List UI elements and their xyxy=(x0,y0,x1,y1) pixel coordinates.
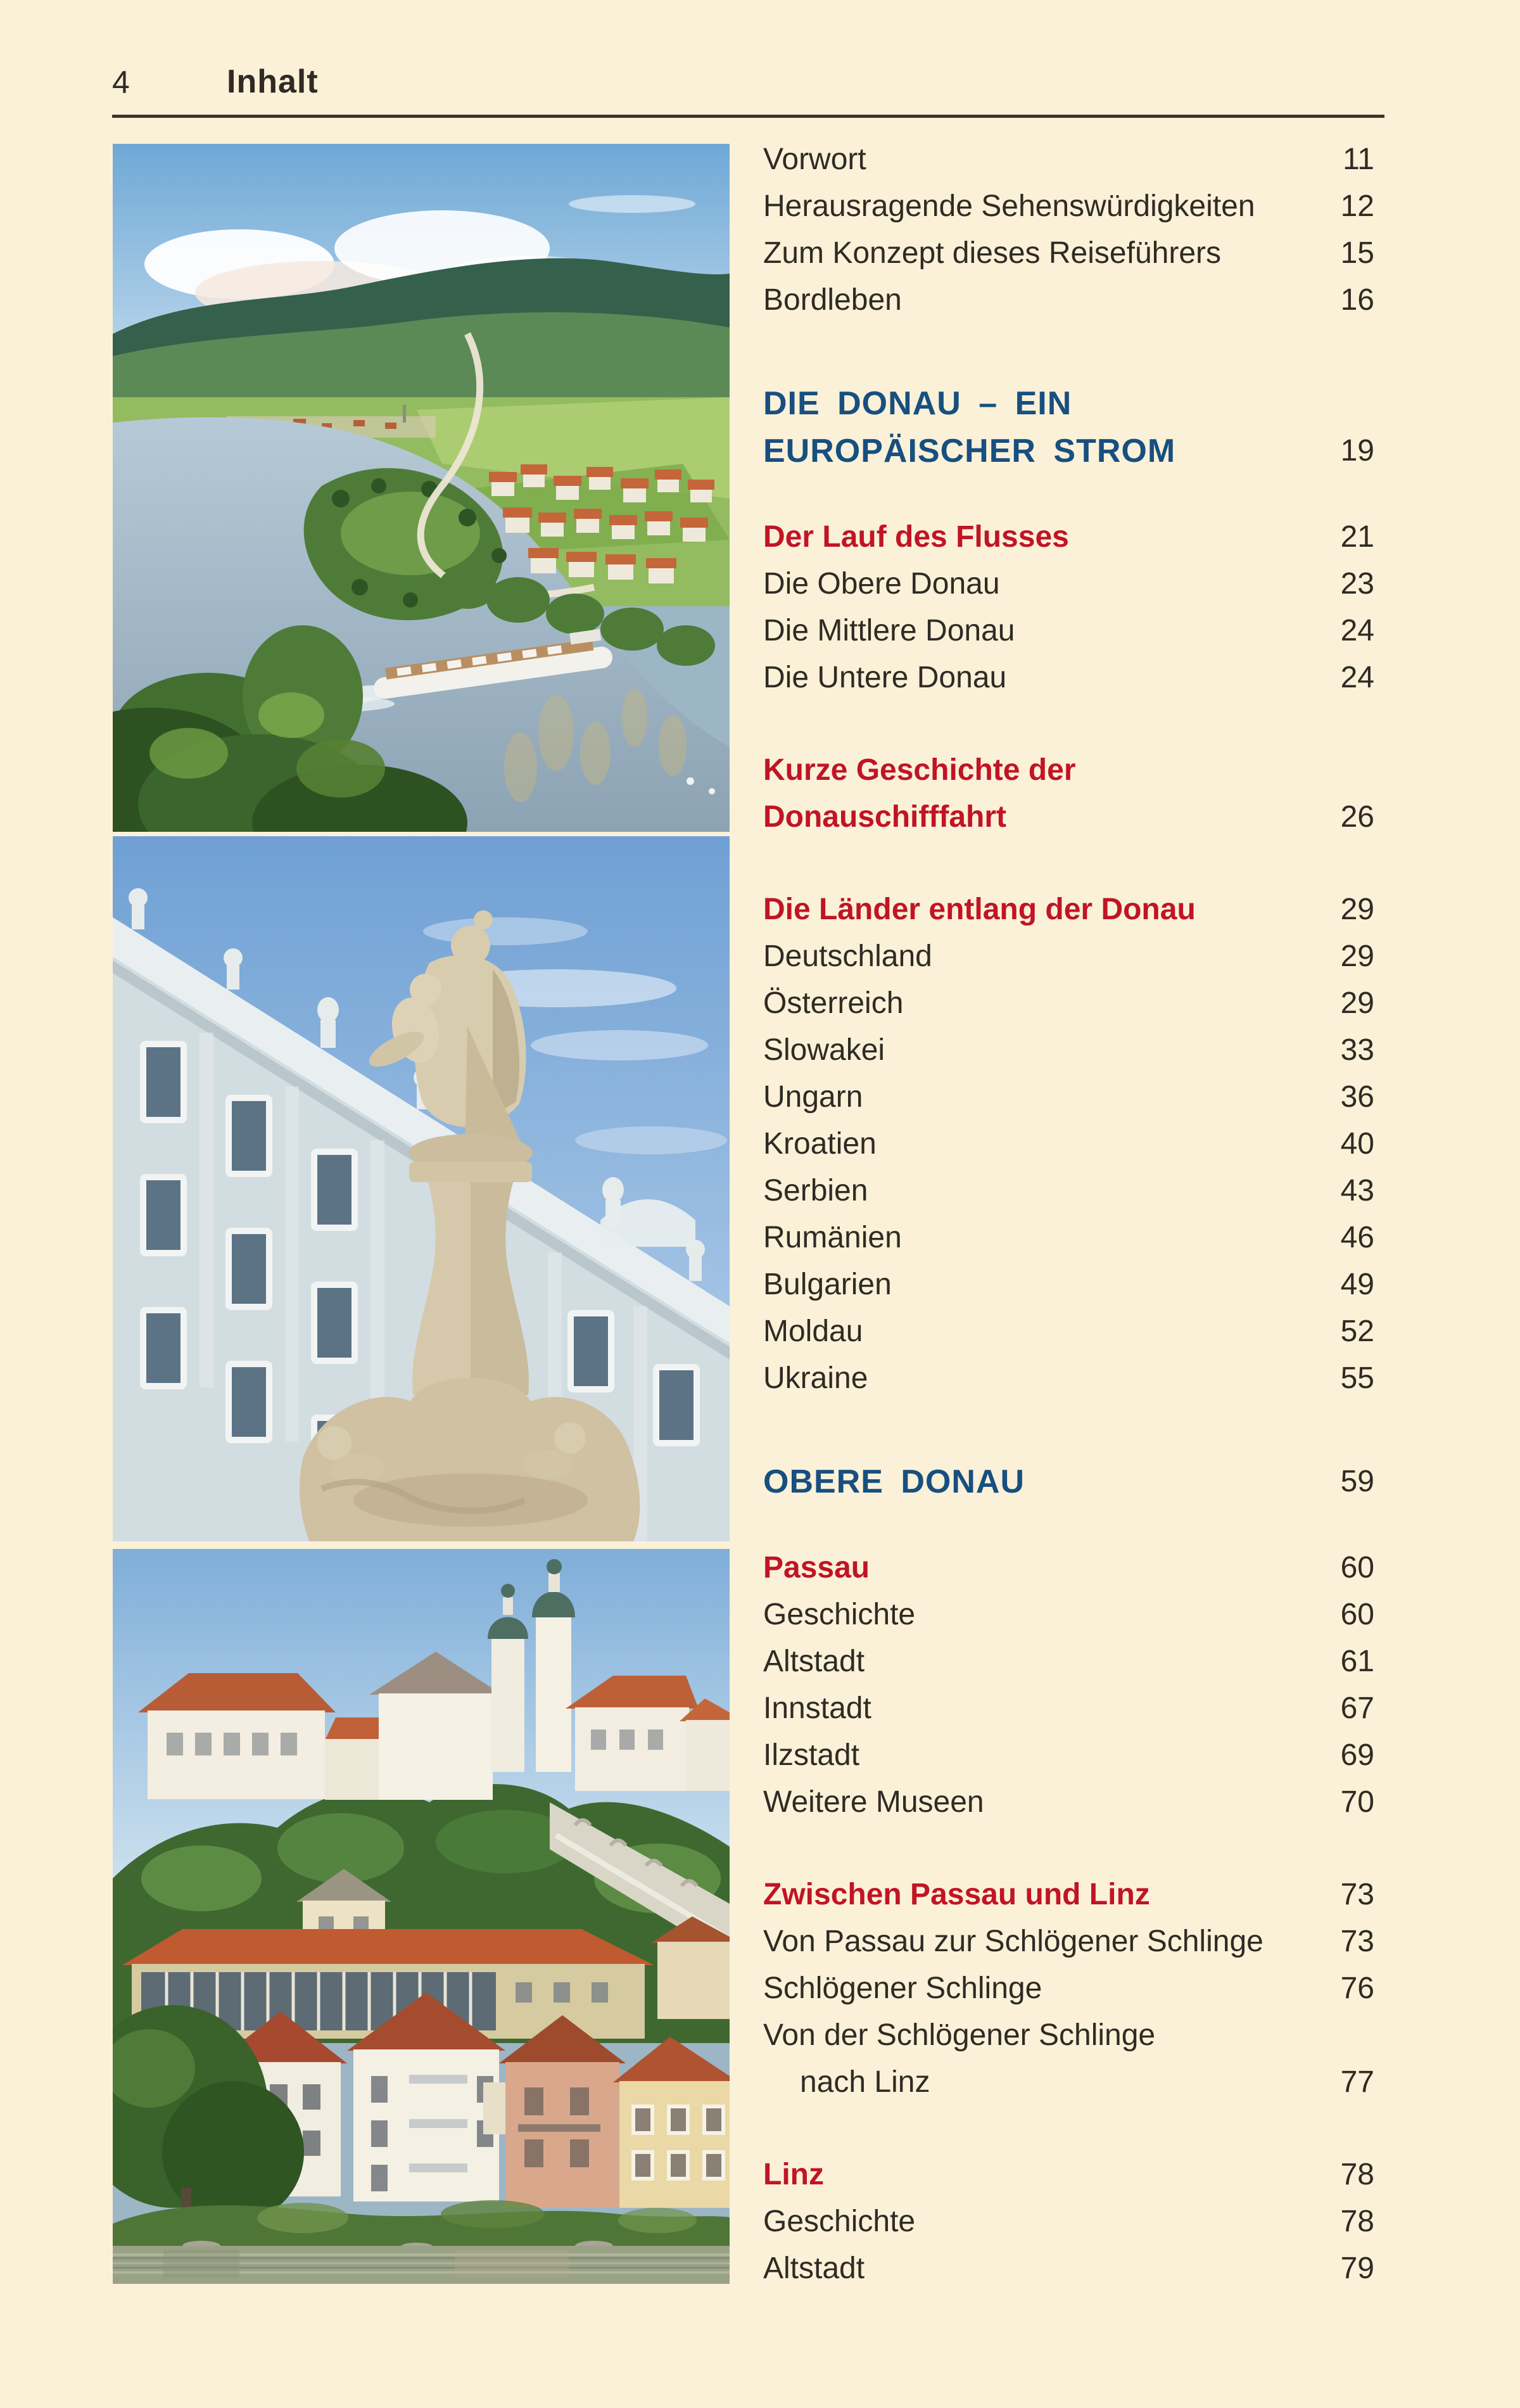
toc-entry-page-number: 59 xyxy=(1340,1464,1374,1498)
toc-group xyxy=(763,1871,1374,2106)
toc-entry-label: nach Linz xyxy=(800,2065,930,2099)
toc-entry-row xyxy=(763,1685,1374,1732)
toc-entry-label: Der Lauf des Flusses xyxy=(763,520,1069,554)
toc-entry-page-number: 78 xyxy=(1340,2205,1374,2238)
toc-subsection-heading-row xyxy=(763,2151,1374,2198)
toc-entry-row xyxy=(763,933,1374,980)
toc-subsection-heading-row xyxy=(763,747,1374,794)
toc-entry-row xyxy=(763,980,1374,1027)
toc-section xyxy=(763,1458,1374,1505)
toc-entry-label: Altstadt xyxy=(763,1645,865,1678)
toc-entry-page-number: 24 xyxy=(1340,661,1374,694)
page-title: Inhalt xyxy=(227,63,319,100)
toc-entry-page-number: 77 xyxy=(1340,2065,1374,2099)
toc-entry-page-number: 19 xyxy=(1340,433,1374,468)
toc-entry-page-number: 46 xyxy=(1340,1221,1374,1254)
toc-entry-row xyxy=(763,2059,1374,2106)
toc-entry-page-number: 29 xyxy=(1340,986,1374,1020)
toc-entry-label: Deutschland xyxy=(763,940,932,973)
toc-subsection-heading-row xyxy=(763,794,1374,841)
toc-subsection-heading-row xyxy=(763,1871,1374,1918)
toc-entry-row xyxy=(763,136,1374,183)
toc-entry-label: Linz xyxy=(763,2158,824,2191)
toc-entry-row xyxy=(763,1732,1374,1779)
toc-entry-row xyxy=(763,277,1374,324)
toc-entry-page-number: 36 xyxy=(1340,1080,1374,1114)
toc-entry-page-number: 16 xyxy=(1340,283,1374,317)
toc-entry-label: Altstadt xyxy=(763,2252,865,2285)
toc-entry-page-number: 67 xyxy=(1340,1691,1374,1725)
toc-entry-label: Serbien xyxy=(763,1174,868,1207)
toc-entry-label: Herausragende Sehenswürdigkeiten xyxy=(763,189,1255,223)
toc-entry-label: Passau xyxy=(763,1551,870,1584)
toc-entry-page-number: 21 xyxy=(1340,520,1374,554)
toc-entry-row xyxy=(763,2245,1374,2292)
toc-entry-page-number: 33 xyxy=(1340,1033,1374,1067)
toc-entry-row xyxy=(763,561,1374,608)
toc-entry-label: Kroatien xyxy=(763,1127,877,1161)
toc-entry-page-number: 76 xyxy=(1340,1972,1374,2005)
toc-entry-row xyxy=(763,183,1374,230)
toc-subsection-heading-row xyxy=(763,514,1374,561)
toc-entry-row xyxy=(763,2012,1374,2059)
toc-section xyxy=(763,379,1374,475)
toc-subsection-heading-row xyxy=(763,886,1374,933)
toc-entry-page-number: 40 xyxy=(1340,1127,1374,1161)
toc-entry-label: Die Obere Donau xyxy=(763,567,1000,601)
toc-entry-row xyxy=(763,608,1374,654)
toc-group xyxy=(763,1545,1374,1826)
toc-group xyxy=(763,136,1374,324)
toc-entry-row xyxy=(763,1027,1374,1074)
toc-entry-page-number: 79 xyxy=(1340,2252,1374,2285)
toc-entry-label: DIE DONAU – EIN xyxy=(763,385,1072,422)
toc-entry-page-number: 60 xyxy=(1340,1551,1374,1584)
danube-river-valley-photo xyxy=(113,144,730,832)
toc-entry-label: Zwischen Passau und Linz xyxy=(763,1878,1150,1911)
toc-entry-label: Weitere Museen xyxy=(763,1785,984,1819)
toc-entry-page-number: 60 xyxy=(1340,1598,1374,1631)
toc-entry-row xyxy=(763,1121,1374,1168)
toc-entry-label: Bordleben xyxy=(763,283,902,317)
toc-group xyxy=(763,2151,1374,2292)
toc-entry-row xyxy=(763,1638,1374,1685)
toc-entry-label: Von der Schlögener Schlinge xyxy=(763,2018,1156,2052)
toc-entry-label: Österreich xyxy=(763,986,904,1020)
toc-entry-page-number: 49 xyxy=(1340,1268,1374,1301)
toc-entry-page-number: 24 xyxy=(1340,614,1374,647)
toc-group xyxy=(763,514,1374,701)
toc-entry-page-number: 55 xyxy=(1340,1361,1374,1395)
passau-hillside-town-photo xyxy=(113,1549,730,2284)
toc-entry-page-number: 15 xyxy=(1340,236,1374,270)
toc-entry-label: Innstadt xyxy=(763,1691,871,1725)
toc-entry-label: Zum Konzept dieses Reiseführers xyxy=(763,236,1221,270)
toc-entry-page-number: 11 xyxy=(1343,143,1374,176)
passau-town-illustration xyxy=(113,1549,730,2284)
toc-entry-page-number: 26 xyxy=(1340,800,1374,834)
toc-entry-label: Donauschifffahrt xyxy=(763,800,1006,834)
toc-entry-page-number: 29 xyxy=(1340,893,1374,926)
toc-section-heading-row xyxy=(763,1458,1374,1505)
toc-entry-page-number: 69 xyxy=(1340,1738,1374,1772)
toc-entry-label: Ukraine xyxy=(763,1361,868,1395)
baroque-fountain-statue-photo xyxy=(113,836,730,1541)
toc-entry-row xyxy=(763,1074,1374,1121)
toc-entry-page-number: 43 xyxy=(1340,1174,1374,1207)
header-rule xyxy=(112,115,1384,118)
toc-entry-row xyxy=(763,1168,1374,1214)
toc-entry-page-number: 23 xyxy=(1340,567,1374,601)
toc-entry-row xyxy=(763,1261,1374,1308)
toc-entry-page-number: 29 xyxy=(1340,940,1374,973)
toc-entry-page-number: 61 xyxy=(1340,1645,1374,1678)
toc-entry-row xyxy=(763,654,1374,701)
page-number: 4 xyxy=(112,65,130,100)
toc-group xyxy=(763,886,1374,1402)
toc-entry-label: Die Mittlere Donau xyxy=(763,614,1015,647)
toc-entry-label: Geschichte xyxy=(763,2205,916,2238)
toc-section-heading-row xyxy=(763,427,1374,475)
toc-entry-row xyxy=(763,1591,1374,1638)
toc-entry-page-number: 70 xyxy=(1340,1785,1374,1819)
toc-entry-row xyxy=(763,1965,1374,2012)
toc-entry-row xyxy=(763,1308,1374,1355)
toc-entry-label: Vorwort xyxy=(763,143,866,176)
toc-section-heading-row xyxy=(763,379,1374,427)
toc-entry-label: Slowakei xyxy=(763,1033,885,1067)
danube-valley-illustration xyxy=(113,144,730,832)
toc-entry-label: Schlögener Schlinge xyxy=(763,1972,1042,2005)
toc-entry-label: Kurze Geschichte der xyxy=(763,753,1076,787)
toc-entry-page-number: 73 xyxy=(1340,1878,1374,1911)
toc-entry-label: Moldau xyxy=(763,1315,863,1348)
toc-entry-label: Rumänien xyxy=(763,1221,902,1254)
toc-entry-row xyxy=(763,2198,1374,2245)
toc-entry-page-number: 78 xyxy=(1340,2158,1374,2191)
toc-entry-label: Die Untere Donau xyxy=(763,661,1007,694)
fountain-statue-illustration xyxy=(113,836,730,1541)
toc-entry-label: Ungarn xyxy=(763,1080,863,1114)
toc-entry-label: OBERE DONAU xyxy=(763,1463,1025,1500)
toc-entry-page-number: 52 xyxy=(1340,1315,1374,1348)
toc-entry-row xyxy=(763,1214,1374,1261)
toc xyxy=(763,136,1374,2292)
toc-entry-row xyxy=(763,1355,1374,1402)
toc-entry-label: Die Länder entlang der Donau xyxy=(763,893,1196,926)
toc-entry-row xyxy=(763,1918,1374,1965)
toc-entry-label: Geschichte xyxy=(763,1598,916,1631)
toc-entry-label: Bulgarien xyxy=(763,1268,892,1301)
toc-subsection-heading-row xyxy=(763,1545,1374,1591)
toc-entry-page-number: 73 xyxy=(1340,1925,1374,1958)
toc-group xyxy=(763,747,1374,841)
toc-entry-row xyxy=(763,1779,1374,1826)
toc-entry-label: Von Passau zur Schlögener Schlinge xyxy=(763,1925,1264,1958)
toc-entry-label: Ilzstadt xyxy=(763,1738,860,1772)
toc-entry-label: EUROPÄISCHER STROM xyxy=(763,432,1176,469)
toc-entry-page-number: 12 xyxy=(1340,189,1374,223)
toc-entry-row xyxy=(763,230,1374,277)
